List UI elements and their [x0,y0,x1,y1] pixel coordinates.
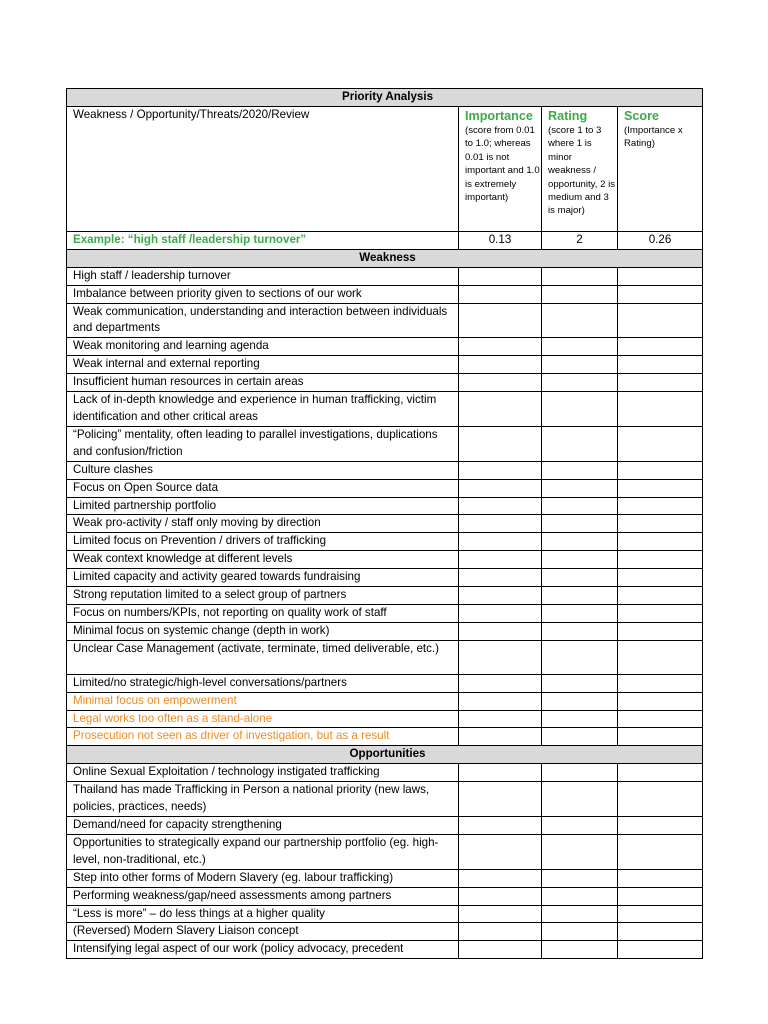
row-label: Online Sexual Exploitation / technology instigated trafficking [67,764,459,782]
score-cell[interactable] [618,551,703,569]
score-cell[interactable] [618,569,703,587]
table-row [67,710,703,728]
row-label: Limited capacity and activity geared towards fundraising [67,569,459,587]
score-cell[interactable] [618,869,703,887]
example-score: 0.26 [618,231,703,249]
column-header-row [67,106,703,231]
row-label: Prosecution not seen as driver of investigation, but as a result [67,728,459,746]
importance-cell[interactable] [459,941,542,959]
example-importance: 0.13 [459,231,542,249]
score-cell[interactable] [618,782,703,817]
score-cell[interactable] [618,497,703,515]
rating-desc: (score 1 to 3 where 1 is minor weakness / opportunity, 2 is medium and 3 is major) [548,124,616,217]
table-row [67,905,703,923]
rating-cell[interactable] [542,285,618,303]
score-desc: (Importance x Rating) [624,124,683,150]
importance-cell[interactable] [459,728,542,746]
table-row [67,692,703,710]
importance-cell[interactable] [459,905,542,923]
score-cell[interactable] [618,905,703,923]
importance-cell[interactable] [459,764,542,782]
row-label: Opportunities to strategically expand our partnership portfolio (eg. high-level, non-traditional, etc.) [67,834,459,869]
table-row [67,515,703,533]
score-header [618,106,703,231]
row-label: “Less is more” – do less things at a higher quality [67,905,459,923]
priority-analysis-table [66,88,703,959]
score-cell[interactable] [618,710,703,728]
importance-cell[interactable] [459,782,542,817]
score-cell[interactable] [618,604,703,622]
table-row [67,303,703,338]
importance-cell[interactable] [459,710,542,728]
table-row [67,569,703,587]
score-cell[interactable] [618,533,703,551]
rating-cell[interactable] [542,533,618,551]
row-label: Culture clashes [67,461,459,479]
rating-cell[interactable] [542,604,618,622]
score-cell[interactable] [618,267,703,285]
row-label: Insufficient human resources in certain areas [67,374,459,392]
score-cell[interactable] [618,374,703,392]
row-label: Focus on Open Source data [67,479,459,497]
title-row [67,89,703,107]
importance-cell[interactable] [459,303,542,338]
row-label: Weak context knowledge at different levels [67,551,459,569]
row-label: Demand/need for capacity strengthening [67,817,459,835]
table-row [67,887,703,905]
score-cell[interactable] [618,923,703,941]
rating-cell[interactable] [542,569,618,587]
score-cell[interactable] [618,764,703,782]
table-row [67,267,703,285]
score-cell[interactable] [618,338,703,356]
rating-cell[interactable] [542,782,618,817]
table-row [67,941,703,959]
importance-cell[interactable] [459,887,542,905]
table-row [67,923,703,941]
rating-cell[interactable] [542,887,618,905]
rating-cell[interactable] [542,941,618,959]
rating-cell[interactable] [542,392,618,427]
score-cell[interactable] [618,479,703,497]
example-row [67,231,703,249]
score-cell[interactable] [618,817,703,835]
importance-header [459,106,542,231]
score-cell[interactable] [618,887,703,905]
rating-cell[interactable] [542,587,618,605]
score-cell[interactable] [618,834,703,869]
row-label: Step into other forms of Modern Slavery (eg. labour trafficking) [67,869,459,887]
rating-cell[interactable] [542,728,618,746]
row-label: Thailand has made Trafficking in Person a national priority (new laws, policies, practices, needs) [67,782,459,817]
rating-cell[interactable] [542,692,618,710]
score-cell[interactable] [618,941,703,959]
score-cell[interactable] [618,461,703,479]
row-label: Focus on numbers/KPIs, not reporting on quality work of staff [67,604,459,622]
rating-header [542,106,618,231]
importance-cell[interactable] [459,587,542,605]
score-cell[interactable] [618,303,703,338]
score-title: Score [624,108,660,123]
column-label: Weakness / Opportunity/Threats/2020/Review [67,106,459,231]
section-title: Weakness [67,249,703,267]
importance-cell[interactable] [459,285,542,303]
score-cell[interactable] [618,622,703,640]
section-header-row [67,249,703,267]
table-title: Priority Analysis [67,89,703,107]
table-row [67,426,703,461]
score-cell[interactable] [618,426,703,461]
table-row [67,356,703,374]
importance-cell[interactable] [459,461,542,479]
score-cell[interactable] [618,356,703,374]
importance-cell[interactable] [459,604,542,622]
table-row [67,674,703,692]
table-row [67,622,703,640]
rating-cell[interactable] [542,267,618,285]
table-row [67,782,703,817]
importance-cell[interactable] [459,923,542,941]
rating-cell[interactable] [542,356,618,374]
rating-cell[interactable] [542,374,618,392]
row-label: Imbalance between priority given to sections of our work [67,285,459,303]
rating-cell[interactable] [542,710,618,728]
importance-cell[interactable] [459,497,542,515]
row-label: High staff / leadership turnover [67,267,459,285]
row-label: Limited focus on Prevention / drivers of trafficking [67,533,459,551]
rating-cell[interactable] [542,461,618,479]
importance-cell[interactable] [459,374,542,392]
row-label: “Policing” mentality, often leading to parallel investigations, duplications and confusion/friction [67,426,459,461]
table-row [67,834,703,869]
importance-title: Importance [465,108,533,123]
row-label: Unclear Case Management (activate, terminate, timed deliverable, etc.) [67,640,459,674]
importance-cell[interactable] [459,338,542,356]
rating-cell[interactable] [542,905,618,923]
score-cell[interactable] [618,587,703,605]
score-cell[interactable] [618,515,703,533]
importance-cell[interactable] [459,640,542,674]
example-rating: 2 [542,231,618,249]
importance-cell[interactable] [459,356,542,374]
table-row [67,817,703,835]
importance-desc: (score from 0.01 to 1.0; whereas 0.01 is not important and 1.0 is extremely important) [465,124,540,203]
rating-cell[interactable] [542,622,618,640]
importance-cell[interactable] [459,817,542,835]
importance-cell[interactable] [459,692,542,710]
rating-cell[interactable] [542,817,618,835]
importance-cell[interactable] [459,533,542,551]
table-row [67,869,703,887]
row-label: Strong reputation limited to a select group of partners [67,587,459,605]
rating-cell[interactable] [542,551,618,569]
rating-cell[interactable] [542,303,618,338]
table-row [67,728,703,746]
table-row [67,338,703,356]
row-label: Weak communication, understanding and interaction between individuals and departments [67,303,459,338]
importance-cell[interactable] [459,267,542,285]
rating-title: Rating [548,108,588,123]
rating-cell[interactable] [542,479,618,497]
row-label: Minimal focus on systemic change (depth in work) [67,622,459,640]
rating-cell[interactable] [542,674,618,692]
row-label: Legal works too often as a stand-alone [67,710,459,728]
section-title: Opportunities [67,746,703,764]
rating-cell[interactable] [542,869,618,887]
rating-cell[interactable] [542,834,618,869]
score-cell[interactable] [618,728,703,746]
importance-cell[interactable] [459,622,542,640]
row-label: Weak monitoring and learning agenda [67,338,459,356]
rating-cell[interactable] [542,497,618,515]
score-cell[interactable] [618,674,703,692]
rating-cell[interactable] [542,923,618,941]
row-label: Weak pro-activity / staff only moving by direction [67,515,459,533]
rating-cell[interactable] [542,515,618,533]
score-cell[interactable] [618,692,703,710]
row-label: Performing weakness/gap/need assessments among partners [67,887,459,905]
importance-cell[interactable] [459,674,542,692]
table-row [67,285,703,303]
row-label: Weak internal and external reporting [67,356,459,374]
importance-cell[interactable] [459,392,542,427]
table-row [67,551,703,569]
score-cell[interactable] [618,640,703,674]
importance-cell[interactable] [459,515,542,533]
rating-cell[interactable] [542,640,618,674]
table-row [67,479,703,497]
section-header-row [67,746,703,764]
table-row [67,533,703,551]
importance-cell[interactable] [459,551,542,569]
importance-cell[interactable] [459,426,542,461]
row-label: Minimal focus on empowerment [67,692,459,710]
rating-cell[interactable] [542,338,618,356]
table-row [67,587,703,605]
rating-cell[interactable] [542,426,618,461]
example-label: Example: “high staff /leadership turnover” [67,231,459,249]
table-row [67,604,703,622]
table-row [67,374,703,392]
row-label: (Reversed) Modern Slavery Liaison concept [67,923,459,941]
importance-cell[interactable] [459,479,542,497]
row-label: Limited/no strategic/high-level conversations/partners [67,674,459,692]
row-label: Intensifying legal aspect of our work (policy advocacy, precedent [67,941,459,959]
score-cell[interactable] [618,392,703,427]
row-label: Lack of in-depth knowledge and experience in human trafficking, victim identification and other critical areas [67,392,459,427]
table-row [67,497,703,515]
rating-cell[interactable] [542,764,618,782]
table-row [67,392,703,427]
importance-cell[interactable] [459,869,542,887]
importance-cell[interactable] [459,569,542,587]
importance-cell[interactable] [459,834,542,869]
table-row [67,461,703,479]
row-label: Limited partnership portfolio [67,497,459,515]
score-cell[interactable] [618,285,703,303]
table-row [67,764,703,782]
table-row [67,640,703,674]
